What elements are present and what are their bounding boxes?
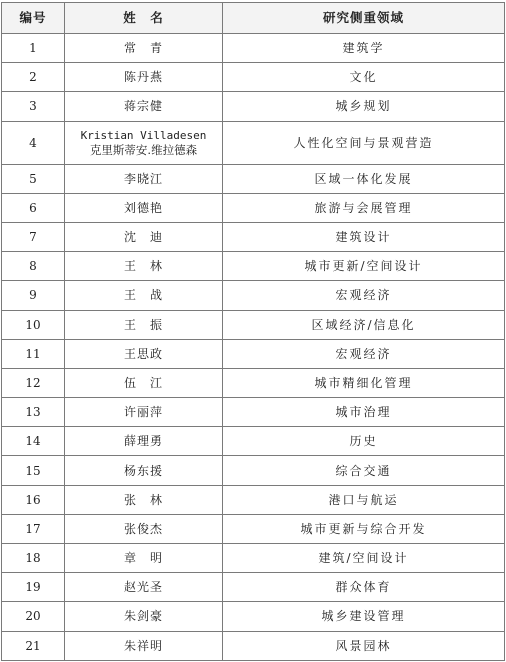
- row-name: 王 振: [65, 310, 223, 339]
- row-name: 朱祥明: [65, 631, 223, 660]
- row-name: 常 青: [65, 34, 223, 63]
- header-number: 编号: [2, 3, 65, 34]
- table-row: [2, 281, 505, 310]
- row-number: 3: [2, 92, 65, 121]
- table-row: [2, 573, 505, 602]
- row-research-field: 城乡规划: [223, 92, 505, 121]
- row-number: 15: [2, 456, 65, 485]
- table-row: [2, 631, 505, 660]
- row-number: 2: [2, 63, 65, 92]
- document-page: [1, 2, 504, 661]
- row-number: 21: [2, 631, 65, 660]
- row-number: 4: [2, 121, 65, 164]
- row-name: 李晓江: [65, 164, 223, 193]
- row-number: 10: [2, 310, 65, 339]
- row-research-field: 港口与航运: [223, 485, 505, 514]
- row-number: 18: [2, 544, 65, 573]
- row-name: 陈丹燕: [65, 63, 223, 92]
- header-research-field: 研究侧重领域: [223, 3, 505, 34]
- row-number: 14: [2, 427, 65, 456]
- table-row: [2, 456, 505, 485]
- row-name: 朱剑豪: [65, 602, 223, 631]
- row-number: 11: [2, 339, 65, 368]
- row-research-field: 区域经济/信息化: [223, 310, 505, 339]
- row-name: 王 战: [65, 281, 223, 310]
- row-name: 刘德艳: [65, 193, 223, 222]
- row-research-field: 宏观经济: [223, 339, 505, 368]
- row-name: 沈 迪: [65, 222, 223, 251]
- row-number: 17: [2, 514, 65, 543]
- row-research-field: 城市治理: [223, 398, 505, 427]
- header-row: [2, 3, 505, 34]
- table-row: [2, 339, 505, 368]
- row-research-field: 城市精细化管理: [223, 368, 505, 397]
- table-row: [2, 222, 505, 251]
- row-number: 20: [2, 602, 65, 631]
- table-row: [2, 368, 505, 397]
- row-number: 16: [2, 485, 65, 514]
- row-research-field: 宏观经济: [223, 281, 505, 310]
- row-name: 许丽萍: [65, 398, 223, 427]
- table-row: [2, 121, 505, 164]
- row-number: 19: [2, 573, 65, 602]
- row-research-field: 建筑设计: [223, 222, 505, 251]
- table-header: [2, 3, 505, 34]
- row-research-field: 旅游与会展管理: [223, 193, 505, 222]
- row-name: 张 林: [65, 485, 223, 514]
- row-research-field: 群众体育: [223, 573, 505, 602]
- row-name: 张俊杰: [65, 514, 223, 543]
- row-name: 赵光圣: [65, 573, 223, 602]
- name-line: 克里斯蒂安.维拉德森: [89, 142, 198, 157]
- row-name: 王思政: [65, 339, 223, 368]
- row-research-field: 建筑学: [223, 34, 505, 63]
- expert-table: [1, 2, 505, 661]
- table-row: [2, 427, 505, 456]
- table-row: [2, 398, 505, 427]
- table-row: [2, 602, 505, 631]
- row-number: 7: [2, 222, 65, 251]
- row-number: 13: [2, 398, 65, 427]
- row-number: 6: [2, 193, 65, 222]
- name-line: Kristian Villadesen: [80, 128, 207, 142]
- row-name: [65, 121, 223, 164]
- table-row: [2, 164, 505, 193]
- row-research-field: 历史: [223, 427, 505, 456]
- table-row: [2, 485, 505, 514]
- table-row: [2, 310, 505, 339]
- row-research-field: 文化: [223, 63, 505, 92]
- table-row: [2, 92, 505, 121]
- row-research-field: 人性化空间与景观营造: [223, 121, 505, 164]
- table-row: [2, 34, 505, 63]
- table-row: [2, 514, 505, 543]
- row-name: 伍 江: [65, 368, 223, 397]
- row-research-field: 城乡建设管理: [223, 602, 505, 631]
- header-name: 姓 名: [65, 3, 223, 34]
- table-row: [2, 252, 505, 281]
- row-research-field: 综合交通: [223, 456, 505, 485]
- row-number: 5: [2, 164, 65, 193]
- row-research-field: 风景园林: [223, 631, 505, 660]
- row-number: 8: [2, 252, 65, 281]
- row-research-field: 建筑/空间设计: [223, 544, 505, 573]
- row-research-field: 区域一体化发展: [223, 164, 505, 193]
- row-name: 杨东援: [65, 456, 223, 485]
- row-name: 蒋宗健: [65, 92, 223, 121]
- row-number: 1: [2, 34, 65, 63]
- table-row: [2, 544, 505, 573]
- row-name: 薛理勇: [65, 427, 223, 456]
- table-row: [2, 193, 505, 222]
- row-name: 章 明: [65, 544, 223, 573]
- row-number: 9: [2, 281, 65, 310]
- row-number: 12: [2, 368, 65, 397]
- row-name: 王 林: [65, 252, 223, 281]
- row-research-field: 城市更新/空间设计: [223, 252, 505, 281]
- table-body: [2, 34, 505, 661]
- row-research-field: 城市更新与综合开发: [223, 514, 505, 543]
- table-row: [2, 63, 505, 92]
